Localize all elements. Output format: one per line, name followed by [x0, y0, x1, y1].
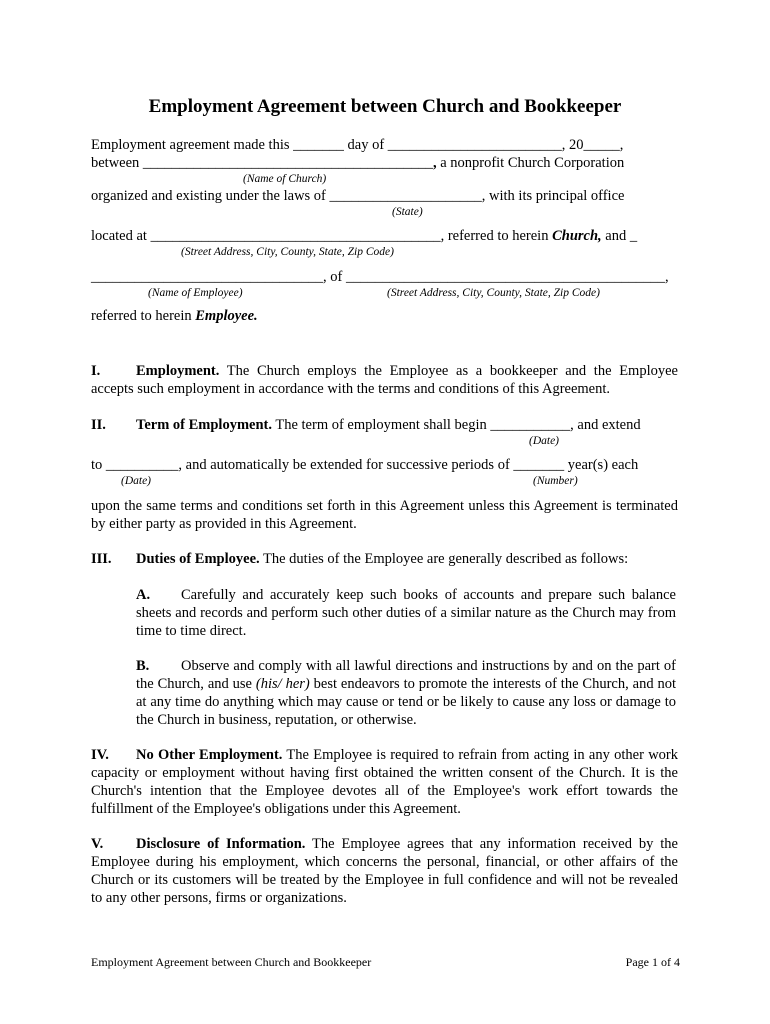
section-heading: Duties of Employee. — [136, 551, 260, 567]
caption-street-address-1: (Street Address, City, County, State, Zip Code) — [181, 246, 394, 258]
duty-label: A. — [136, 587, 151, 603]
duty-pronoun: (his/ her) — [255, 676, 310, 692]
footer-title: Employment Agreement between Church and Bookkeeper — [91, 955, 372, 969]
duty-text-part-1: Observe and comply with all lawful directions and instructions by and on the part of the Church, and use — [136, 658, 676, 692]
document-title: Employment Agreement between Church and Bookkeeper — [148, 96, 622, 117]
section-disclosure-of-information — [91, 835, 678, 907]
section-body: The Employee is required to refrain from acting in any other work capacity or employment without having first obtained the written consent of the Church. It is the Church's intention that the Employee devotes all of the Employee's work effort towards the fulfillment of the Employee's obligations under this Agreement. — [91, 747, 678, 817]
preamble-line-4 — [91, 227, 637, 245]
duty-text-part-2: best endeavors to promote the interests of the Church, and not at any time do anything which may cause or tend or be likely to cause any loss or damage to the Church in business, reputation, or otherwise. — [136, 676, 677, 728]
section-term-of-employment — [91, 416, 641, 434]
section-heading: Disclosure of Information. — [136, 836, 306, 852]
duty-b — [136, 657, 676, 729]
section-number: V. — [91, 836, 104, 852]
section-heading: No Other Employment. — [136, 747, 283, 763]
section-number: IV. — [91, 747, 109, 763]
preamble-line-2-end: a nonprofit Church Corporation — [436, 155, 625, 171]
duty-label: B. — [136, 658, 150, 674]
preamble-line-6 — [91, 307, 258, 325]
section-no-other-employment — [91, 746, 678, 818]
section-body: The Church employs the Employee as a bookkeeper and the Employee accepts such employment in accordance with the terms and conditions of this Agreement. — [91, 363, 678, 397]
preamble-line-2 — [91, 154, 624, 172]
preamble-employee-term: Employee. — [195, 308, 258, 324]
duty-text: Carefully and accurately keep such books of accounts and prepare such balance sheets and records and perform such other duties of a similar nature as the Church may from time to time direct. — [136, 587, 676, 639]
preamble-church-term: Church, — [552, 228, 602, 244]
caption-name-of-church: (Name of Church) — [243, 173, 327, 185]
caption-name-of-employee: (Name of Employee) — [148, 287, 243, 299]
section-term-line-2: to __________, and automatically be extended for successive periods of _______ year(s) each — [91, 457, 639, 473]
section-term-body: upon the same terms and conditions set forth in this Agreement unless this Agreement is terminated by either party as provided in this Agreement. — [91, 498, 678, 532]
section-intro: The duties of the Employee are generally described as follows: — [259, 551, 629, 567]
section-heading: Term of Employment. — [136, 417, 272, 433]
duty-a — [136, 586, 676, 640]
preamble-line-5: ________________________________, of ____________________________________________, — [91, 269, 669, 285]
preamble-line-4-end: and _ — [601, 228, 638, 244]
section-employment — [91, 362, 678, 398]
caption-street-address-2: (Street Address, City, County, State, Zip Code) — [387, 287, 600, 299]
preamble-line-1: Employment agreement made this _______ day of ________________________, 20_____, — [91, 137, 624, 153]
preamble-line-6-start: referred to herein — [91, 308, 196, 324]
caption-number: (Number) — [533, 475, 578, 487]
preamble-line-4-start: located at ________________________________________, referred to herein — [91, 228, 553, 244]
section-heading: Employment. — [136, 363, 220, 379]
section-number: I. — [91, 363, 101, 379]
section-duties-of-employee — [91, 550, 628, 568]
caption-date-2: (Date) — [121, 475, 152, 487]
section-term-line-1: The term of employment shall begin ___________, and extend — [272, 417, 641, 433]
preamble-line-3: organized and existing under the laws of _____________________, with its principal office — [91, 188, 625, 204]
caption-state: (State) — [392, 206, 423, 218]
preamble-line-2-comma: , — [432, 155, 437, 171]
caption-date-1: (Date) — [529, 435, 560, 447]
preamble-line-2-start: between ________________________________________ — [91, 155, 433, 171]
section-number: III. — [91, 551, 112, 567]
footer-page-number: Page 1 of 4 — [625, 955, 680, 969]
section-body: The Employee agrees that any information received by the Employee during his employment, which concerns the personal, financial, or other affairs of the Church or its customers will be treated by the Employee in full confidence and will not be revealed to any other persons, firms or organizations. — [91, 836, 678, 906]
section-number: II. — [91, 417, 106, 433]
